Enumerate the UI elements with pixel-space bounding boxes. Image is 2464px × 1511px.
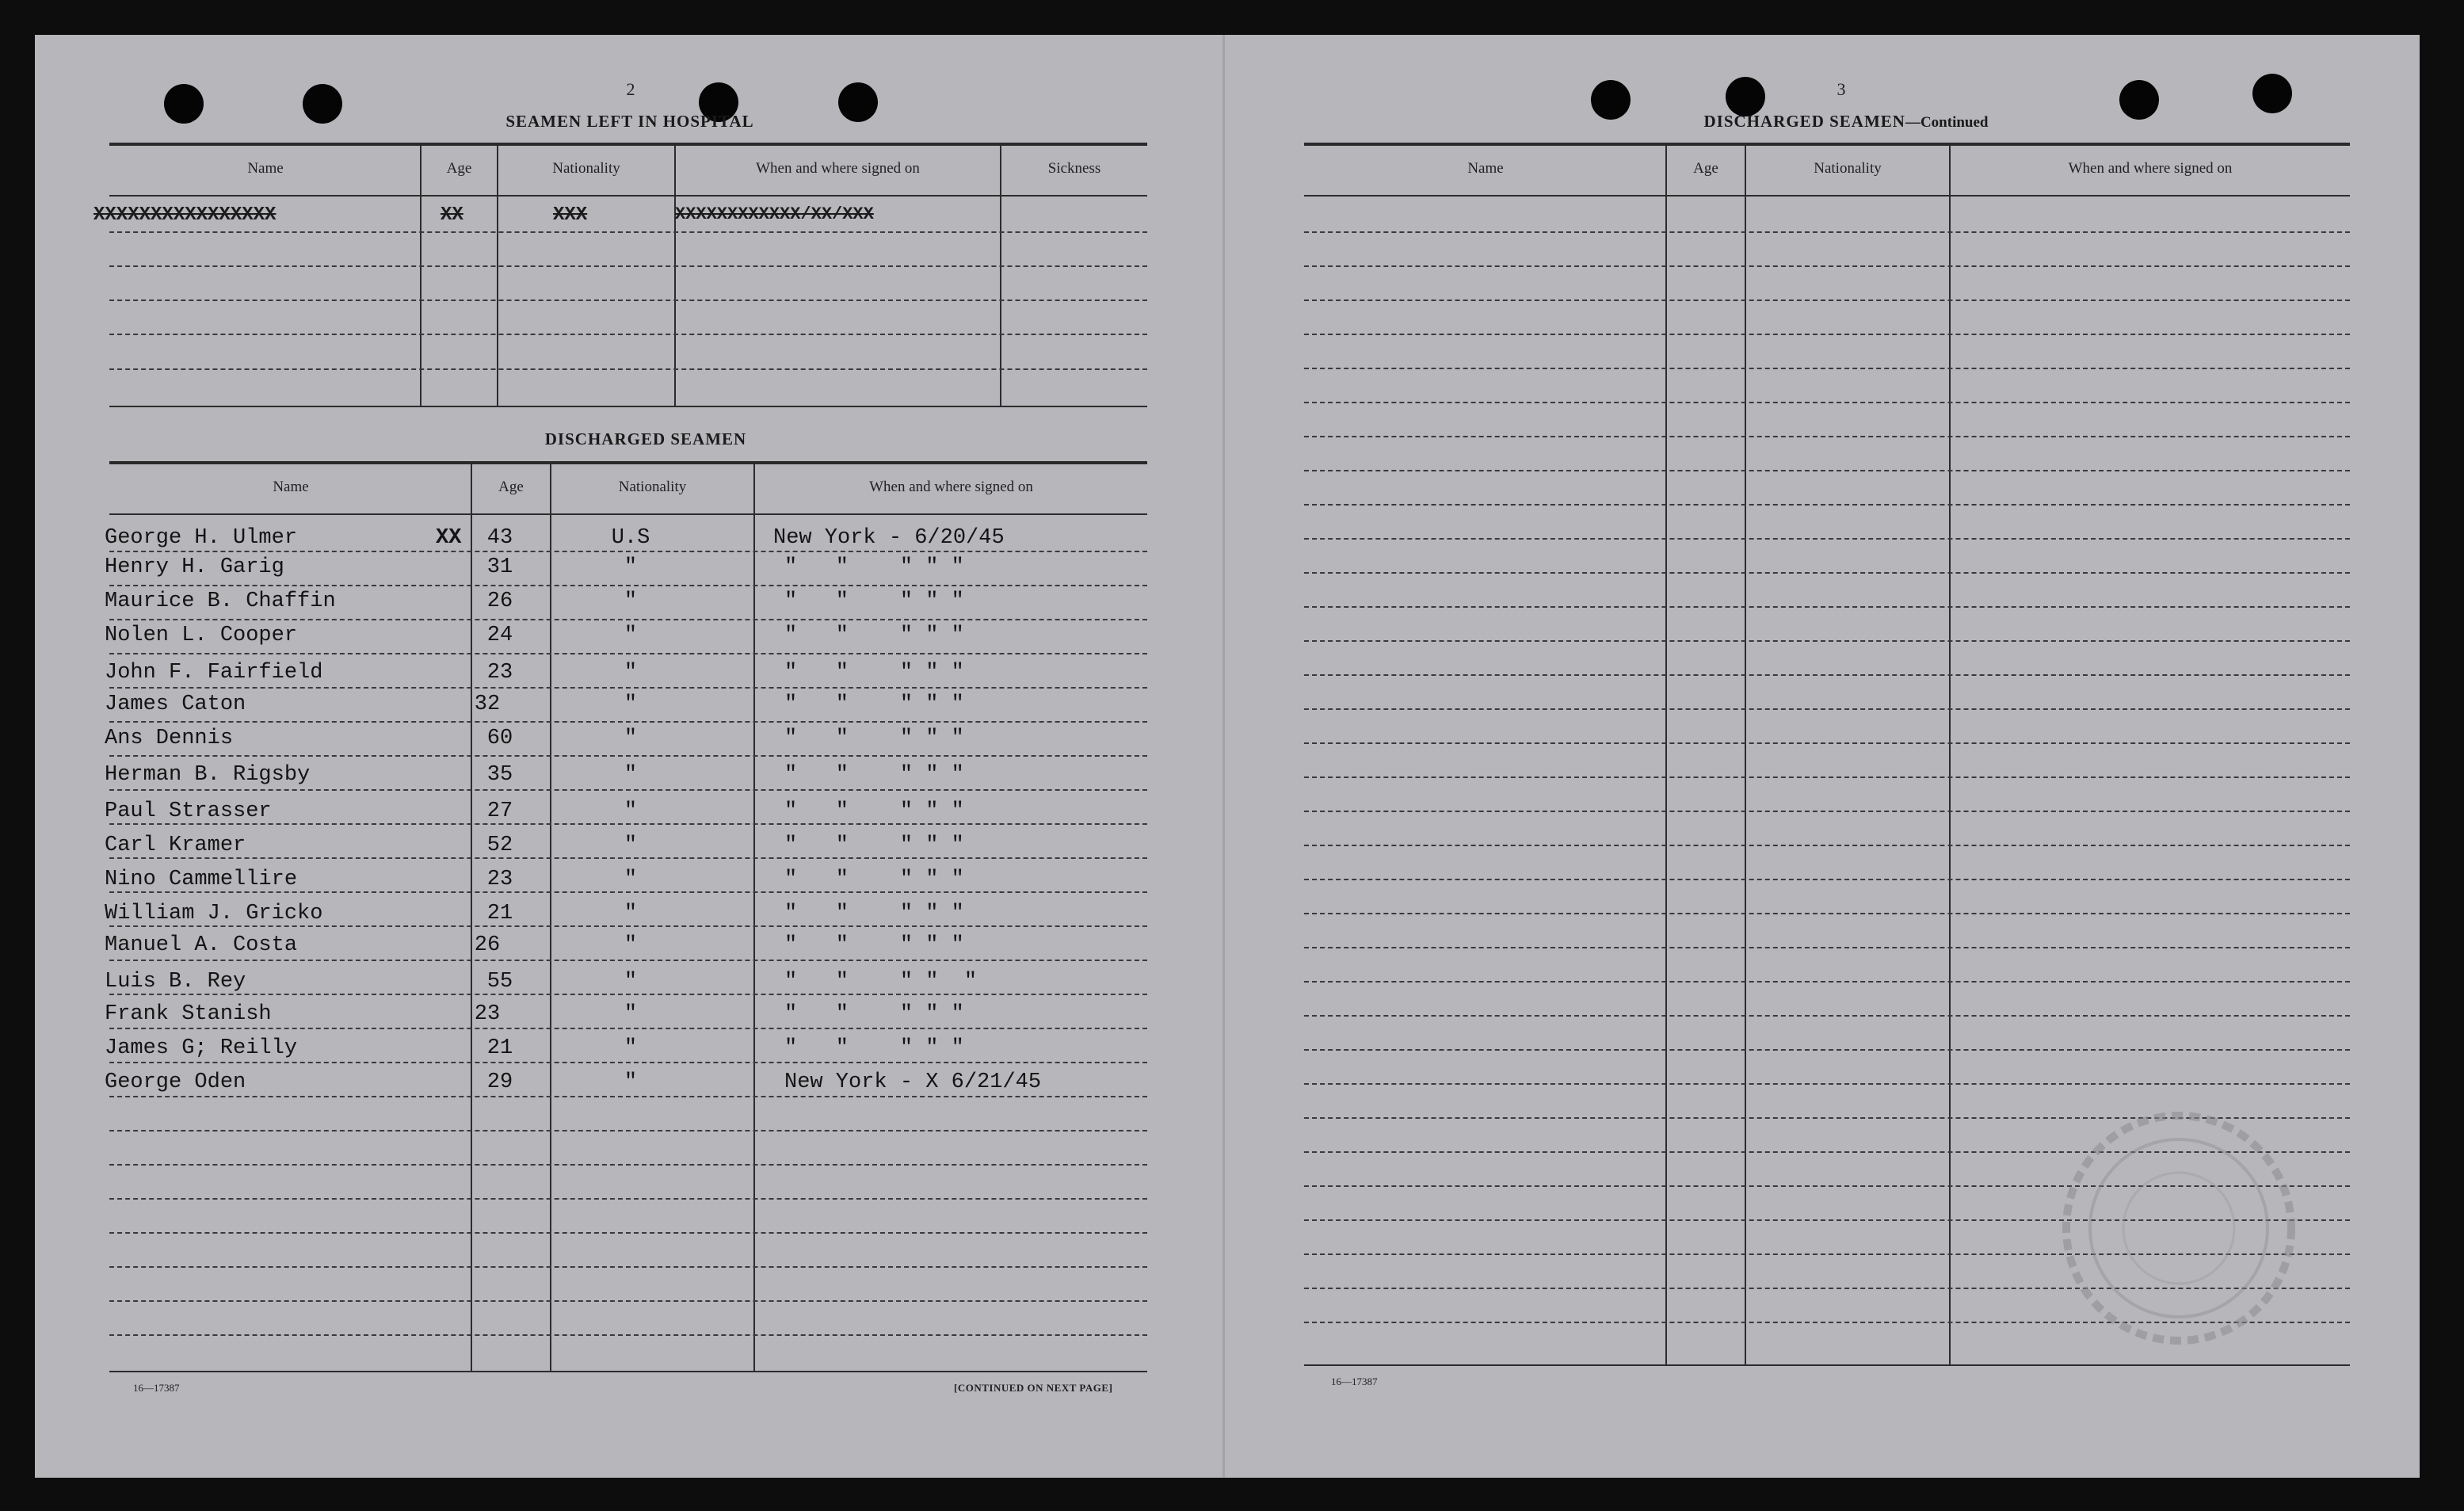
row-rule [109, 231, 1147, 233]
table-bottom-rule [109, 406, 1147, 407]
struck-nationality: XXX [553, 204, 588, 226]
row-name: Nino Cammellire [105, 868, 298, 891]
struck-name: XXXXXXXXXXXXXXXX [93, 204, 277, 226]
row-rule [1304, 981, 2350, 983]
row-age: 29 [486, 1070, 513, 1094]
row-signed-on: " " " " " [784, 799, 964, 823]
col-header-age: Age [446, 160, 472, 177]
row-nationality: " [624, 902, 638, 925]
row-signed-on: New York - 6/20/45 [773, 526, 1005, 550]
row-nationality: " [624, 727, 638, 750]
struck-age: XX [441, 204, 463, 226]
row-signed-on: " " " " " [784, 590, 964, 613]
row-signed-on: " " " " " [784, 902, 964, 925]
row-age: 21 [486, 902, 513, 925]
row-name: Herman B. Rigsby [105, 763, 311, 787]
row-nationality: " [624, 763, 638, 787]
row-signed-on: " " " " " [784, 624, 964, 647]
row-nationality: " [624, 834, 638, 857]
row-signed-on: " " " " " [784, 933, 964, 957]
table-bottom-rule [109, 1371, 1147, 1372]
row-rule [109, 619, 1147, 620]
discharged-continued-title [1640, 112, 2052, 132]
row-nationality: " [624, 933, 638, 957]
table-top-rule [109, 461, 1147, 464]
row-rule [1304, 1015, 2350, 1017]
row-nationality: " [624, 661, 638, 685]
row-name: John F. Fairfield [105, 661, 323, 685]
page-number: 3 [1837, 79, 1846, 99]
col-header-signed-on: When and where signed on [869, 479, 1033, 495]
row-rule [1304, 504, 2350, 506]
row-rule [1304, 436, 2350, 437]
row-age: 23 [474, 1002, 501, 1026]
row-name: James Caton [105, 693, 246, 716]
row-rule [109, 823, 1147, 825]
row-signed-on: " " " " " [784, 834, 964, 857]
row-nationality: " [624, 693, 638, 716]
row-age: 52 [486, 834, 513, 857]
row-name: Manuel A. Costa [105, 933, 298, 957]
row-signed-on: " " " " " [784, 661, 964, 685]
row-signed-on: " " " " " [784, 727, 964, 750]
row-signed-on: " " " " " [784, 1036, 964, 1060]
row-rule [1304, 879, 2350, 880]
row-age: 43 [486, 526, 513, 550]
punch-hole [1591, 80, 1631, 120]
row-rule [109, 755, 1147, 757]
row-rule [1304, 538, 2350, 540]
row-rule [109, 551, 1147, 552]
row-signed-on: " " " " " [784, 763, 964, 787]
row-name: Ans Dennis [105, 727, 234, 750]
table-header-rule [1304, 195, 2350, 197]
row-rule [109, 265, 1147, 267]
row-signed-on: " " " " " [784, 555, 964, 579]
row-rule [109, 891, 1147, 893]
hospital-section-title: SEAMEN LEFT IN HOSPITAL [505, 112, 754, 131]
row-rule [109, 687, 1147, 689]
column-divider [1745, 146, 1746, 1364]
row-rule [1304, 776, 2350, 778]
row-rule [109, 789, 1147, 791]
row-signed-on: " " " " " [784, 693, 964, 716]
punch-hole [1726, 77, 1765, 116]
row-rule [1304, 265, 2350, 267]
row-age: 21 [486, 1036, 513, 1060]
row-nationality: " [624, 799, 638, 823]
page-fold [1222, 35, 1225, 1478]
row-rule [109, 1164, 1147, 1166]
row-rule [1304, 913, 2350, 914]
row-rule [1304, 606, 2350, 608]
row-rule [109, 1266, 1147, 1268]
row-name: Luis B. Rey [105, 970, 246, 994]
row-rule [109, 1334, 1147, 1336]
title-suffix: —Continued [1905, 114, 1989, 131]
col-header-age: Age [1693, 160, 1718, 177]
row-name: Nolen L. Cooper [105, 624, 298, 647]
row-rule [109, 1062, 1147, 1063]
column-divider [674, 146, 676, 406]
row-name: Carl Kramer [105, 834, 246, 857]
col-header-sickness: Sickness [1047, 160, 1101, 177]
row-nationality: " [624, 1036, 638, 1060]
row-nationality: " [624, 624, 638, 647]
column-divider [1949, 146, 1951, 1364]
row-name: Henry H. Garig [105, 555, 284, 579]
row-age: 31 [486, 555, 513, 579]
punch-hole [838, 82, 878, 122]
table-top-rule [109, 143, 1147, 146]
row-name: Paul Strasser [105, 799, 272, 823]
row-rule [109, 1028, 1147, 1029]
form-number: 16—17387 [133, 1382, 180, 1394]
row-name: George H. Ulmer [105, 526, 298, 550]
row-rule [1304, 947, 2350, 948]
row-rule [109, 585, 1147, 586]
row-name: George Oden [105, 1070, 246, 1094]
row-name: Frank Stanish [105, 1002, 272, 1026]
row-rule [1304, 572, 2350, 574]
row-rule [1304, 300, 2350, 301]
row-rule [1304, 334, 2350, 335]
official-stamp [2052, 1101, 2306, 1355]
row-rule [109, 1130, 1147, 1131]
row-rule [1304, 742, 2350, 744]
punch-hole [164, 84, 204, 124]
column-divider [1665, 146, 1667, 1364]
row-rule [1304, 708, 2350, 710]
table-header-rule [109, 195, 1147, 197]
row-rule [1304, 470, 2350, 471]
col-header-signed-on: When and where signed on [756, 160, 920, 177]
discharged-section-title: DISCHARGED SEAMEN [544, 429, 747, 448]
column-divider [1000, 146, 1001, 406]
row-age: 23 [486, 661, 513, 685]
row-rule [109, 368, 1147, 370]
col-header-age: Age [498, 479, 524, 495]
row-signed-on: New York - X 6/21/45 [784, 1070, 1042, 1094]
row-rule [1304, 674, 2350, 676]
row-age: 26 [486, 590, 513, 613]
row-rule [109, 300, 1147, 301]
col-header-signed-on: When and where signed on [2068, 160, 2233, 177]
punch-hole [2252, 74, 2292, 113]
row-age: 23 [486, 868, 513, 891]
row-rule [1304, 1083, 2350, 1085]
row-nationality: " [624, 555, 638, 579]
row-signed-on: " " " " " [784, 970, 978, 994]
page-number: 2 [626, 79, 635, 99]
row-rule [109, 721, 1147, 723]
row-name: Maurice B. Chaffin [105, 590, 336, 613]
row-nationality: " [624, 590, 638, 613]
row-age: 32 [474, 693, 501, 716]
row-nationality: " [624, 1070, 638, 1094]
row-rule [109, 925, 1147, 927]
row-rule [109, 334, 1147, 335]
row-name: William J. Gricko [105, 902, 323, 925]
row-rule [1304, 231, 2350, 233]
col-header-name: Name [1467, 160, 1504, 177]
table-bottom-rule [1304, 1364, 2350, 1366]
row-rule [1304, 640, 2350, 642]
row-nationality: " [624, 868, 638, 891]
row-rule [109, 1232, 1147, 1234]
row-rule [1304, 402, 2350, 403]
column-divider [497, 146, 498, 406]
title-main: DISCHARGED SEAMEN [1703, 112, 1905, 131]
row-nationality: " [624, 1002, 638, 1026]
row-rule [109, 1096, 1147, 1097]
column-divider [753, 464, 755, 1371]
col-header-nationality: Nationality [618, 479, 687, 495]
col-header-nationality: Nationality [552, 160, 620, 177]
table-top-rule [1304, 143, 2350, 146]
row-mark: XX [436, 526, 462, 550]
row-rule [109, 960, 1147, 961]
row-age: 24 [486, 624, 513, 647]
struck-signed-on: XXXXXXXXXXXX/XX/XXX [675, 204, 874, 224]
row-age: 55 [486, 970, 513, 994]
continued-note: [CONTINUED ON NEXT PAGE] [954, 1382, 1113, 1394]
row-rule [109, 653, 1147, 654]
row-rule [109, 1300, 1147, 1302]
row-name: James G; Reilly [105, 1036, 298, 1060]
row-age: 60 [486, 727, 513, 750]
column-divider [420, 146, 421, 406]
row-rule [109, 994, 1147, 995]
row-age: 35 [486, 763, 513, 787]
row-age: 27 [486, 799, 513, 823]
row-signed-on: " " " " " [784, 1002, 964, 1026]
row-rule [109, 1198, 1147, 1200]
row-rule [1304, 811, 2350, 812]
col-header-nationality: Nationality [1814, 160, 1882, 177]
row-age: 26 [474, 933, 501, 957]
col-header-name: Name [247, 160, 284, 177]
row-rule [1304, 845, 2350, 846]
punch-hole [2119, 80, 2159, 120]
row-signed-on: " " " " " [784, 868, 964, 891]
form-number: 16—17387 [1331, 1376, 1378, 1387]
row-nationality: " [624, 970, 638, 994]
table-header-rule [109, 513, 1147, 515]
punch-hole [303, 84, 342, 124]
row-rule [109, 857, 1147, 859]
row-rule [1304, 1049, 2350, 1051]
row-rule [1304, 368, 2350, 369]
row-nationality: U.S [611, 526, 650, 550]
col-header-name: Name [273, 479, 309, 495]
